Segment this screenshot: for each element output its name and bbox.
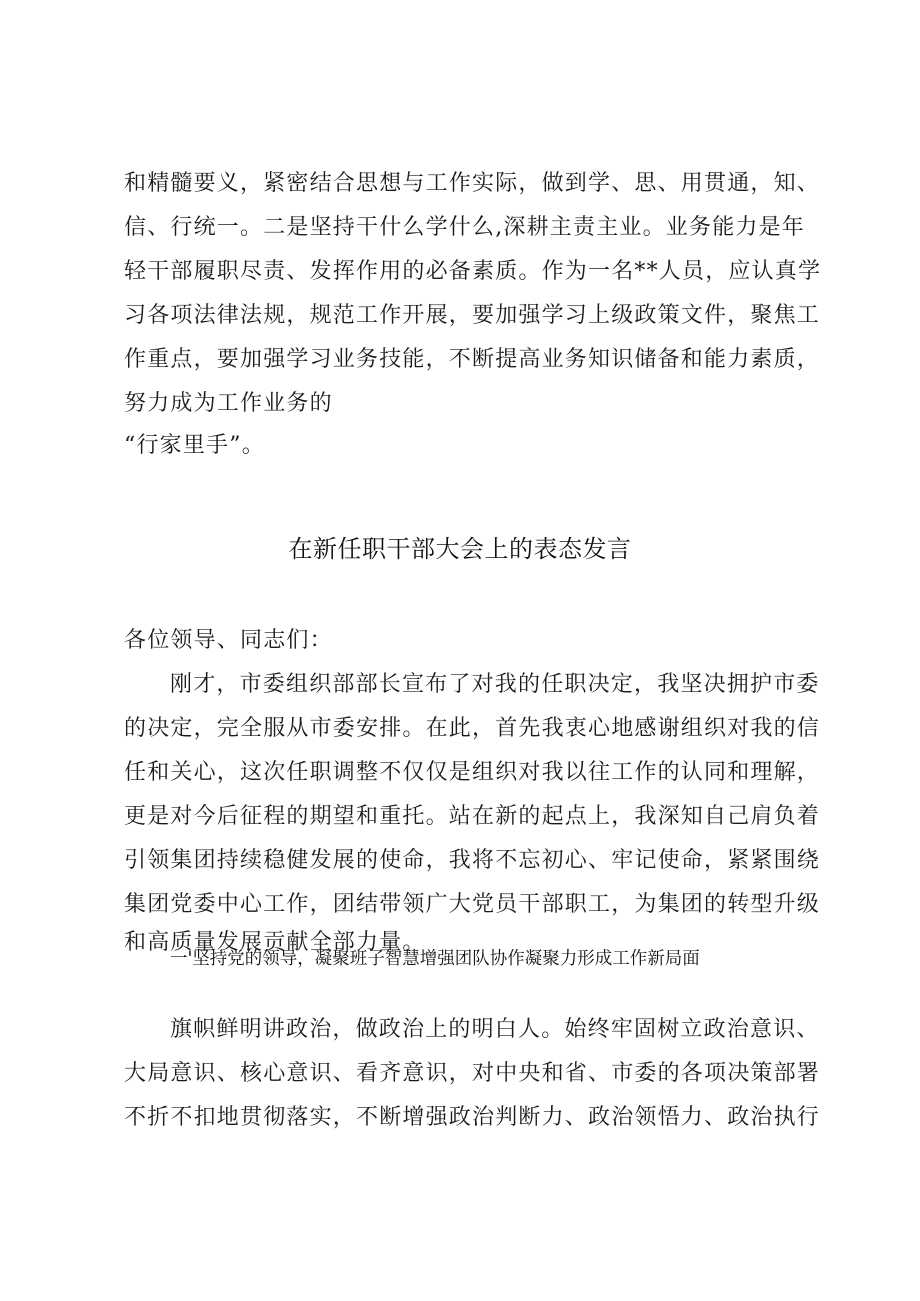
paragraph-line: 引领集团持续稳健发展的使命，我将不忘初心、牢记使命，紧紧围绕 <box>124 848 821 873</box>
body-text-line: 作重点，要加强学习业务技能，不断提高业务知识储备和能力素质， <box>124 347 821 372</box>
body-text-line: 和精髓要义，紧密结合思想与工作实际，做到学、思、用贯通，知、 <box>124 171 821 196</box>
body-text-line: “行家里手”。 <box>124 433 265 458</box>
paragraph-line: 和高质量发展贡献全部力量。 <box>124 930 426 955</box>
speech-title: 在新任职干部大会上的表态发言 <box>288 535 632 563</box>
paragraph-line: 不折不扣地贯彻落实，不断增强政治判断力、政治领悟力、政治执行 <box>124 1105 821 1130</box>
body-text-line: 信、行统一。二是坚持干什么学什么,深耕主责主业。业务能力是年 <box>124 215 805 240</box>
paragraph-line: 任和关心，这次任职调整不仅仅是组织对我以往工作的认同和理解， <box>124 760 821 785</box>
paragraph-line: 大局意识、核心意识、看齐意识，对中央和省、市委的各项决策部署 <box>124 1061 821 1086</box>
salutation: 各位领导、同志们： <box>124 628 333 653</box>
paragraph-line: 刚才，市委组织部部长宣布了对我的任职决定，我坚决拥护市委 <box>170 672 820 697</box>
section-heading: 一'坚持党的领导，凝聚班子智慧增强团队协作凝聚力形成工作新局面 <box>170 949 700 969</box>
body-text-line: 习各项法律法规，规范工作开展，要加强学习上级政策文件，聚焦工 <box>124 303 821 328</box>
paragraph-line: 集团党委中心工作，团结带领广大党员干部职工，为集团的转型升级 <box>124 892 821 917</box>
body-text-line: 轻干部履职尽责、发挥作用的必备素质。作为一名**人员，应认真学 <box>124 259 822 284</box>
body-text-line: 努力成为工作业务的 <box>124 391 333 416</box>
paragraph-line: 更是对今后征程的期望和重托。站在新的起点上，我深知自己肩负着 <box>124 804 821 829</box>
paragraph-line: 旗帜鲜明讲政治，做政治上的明白人。始终牢固树立政治意识、 <box>170 1017 820 1042</box>
paragraph-line: 的决定，完全服从市委安排。在此，首先我衷心地感谢组织对我的信 <box>124 716 821 741</box>
